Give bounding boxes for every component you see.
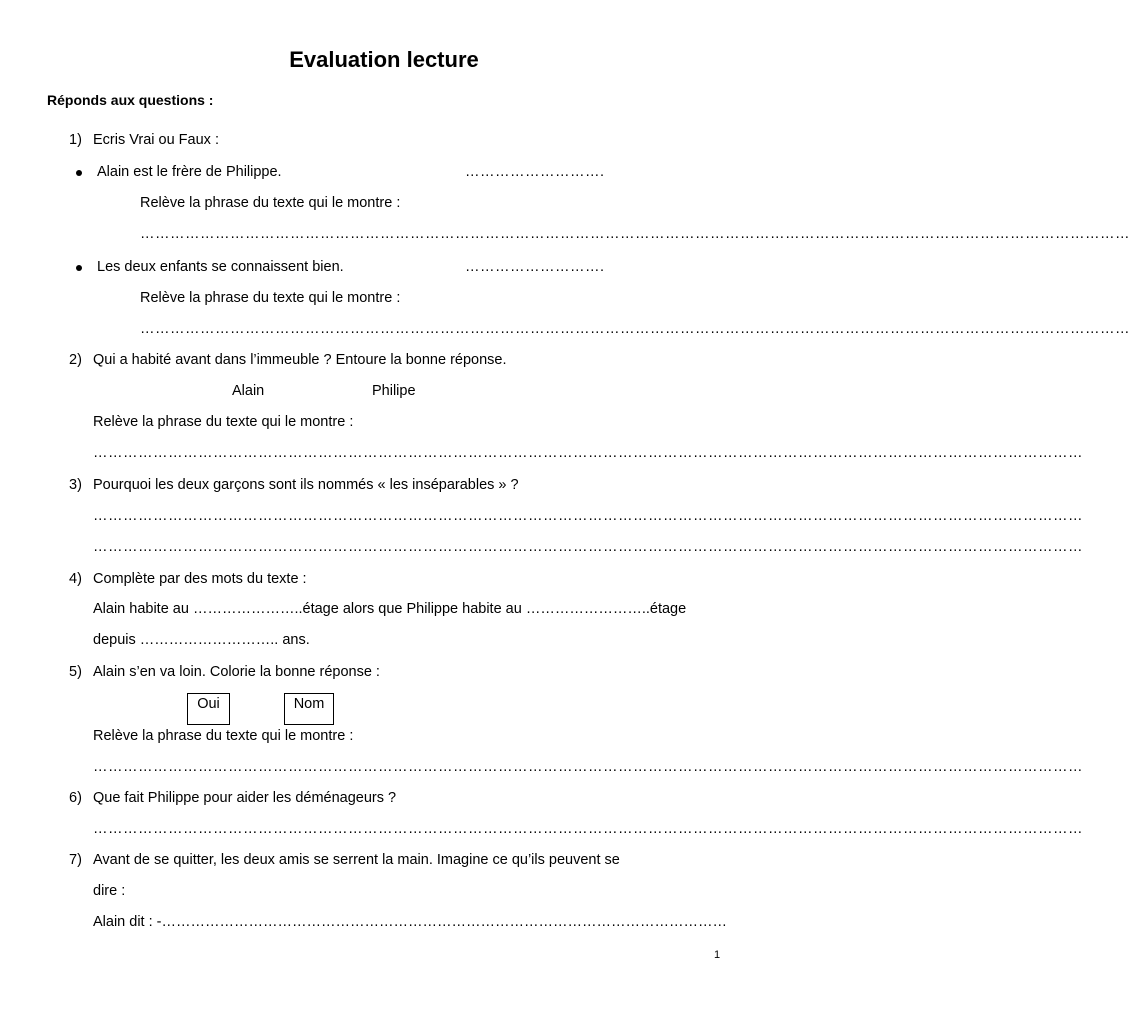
q7-alain-dit-blank[interactable]: Alain dit : -……………………………………………………………………………………………………… bbox=[93, 914, 727, 930]
q1-answer-1-blank[interactable]: ………………………. bbox=[465, 164, 605, 180]
q6-number: 6) bbox=[69, 790, 82, 806]
q5-choice-oui-box[interactable] bbox=[187, 693, 230, 725]
q2-text: Qui a habité avant dans l’immeuble ? Entoure la bonne réponse. bbox=[93, 352, 507, 368]
q5-number: 5) bbox=[69, 664, 82, 680]
q1-text: Ecris Vrai ou Faux : bbox=[93, 132, 219, 148]
q3-answer-blank-2[interactable]: ……………………………………………………………………………………………………………………………………………………………………………… bbox=[93, 539, 1083, 555]
q1-justify-1-blank[interactable]: ……………………………………………………………………………………………………………………………………………………………………………… bbox=[140, 226, 1130, 242]
q1-number: 1) bbox=[69, 132, 82, 148]
q4-fill-line-2[interactable]: depuis ……………………….. ans. bbox=[93, 632, 310, 648]
bullet-icon bbox=[76, 170, 82, 176]
q3-number: 3) bbox=[69, 477, 82, 493]
q3-text: Pourquoi les deux garçons sont ils nommés « les inséparables » ? bbox=[93, 477, 519, 493]
q2-number: 2) bbox=[69, 352, 82, 368]
q7-text-continued: dire : bbox=[93, 883, 126, 899]
q6-answer-blank[interactable]: ……………………………………………………………………………………………………………………………………………………………………………… bbox=[93, 821, 1083, 837]
q7-text: Avant de se quitter, les deux amis se serrent la main. Imagine ce qu’ils peuvent se bbox=[93, 852, 620, 868]
q5-choice-nom-label: Nom bbox=[293, 696, 325, 712]
q1-answer-2-blank[interactable]: ………………………. bbox=[465, 259, 605, 275]
q4-text: Complète par des mots du texte : bbox=[93, 571, 307, 587]
q3-answer-blank-1[interactable]: ……………………………………………………………………………………………………………………………………………………………………………… bbox=[93, 508, 1083, 524]
q2-justify-blank[interactable]: ……………………………………………………………………………………………………………………………………………………………………………… bbox=[93, 445, 1083, 461]
q1-statement-1: Alain est le frère de Philippe. bbox=[97, 164, 282, 180]
page-title: Evaluation lecture bbox=[289, 47, 479, 72]
q5-justify-blank[interactable]: ……………………………………………………………………………………………………………………………………………………………………………… bbox=[93, 759, 1083, 775]
q6-text: Que fait Philippe pour aider les déménageurs ? bbox=[93, 790, 397, 806]
q5-choice-oui-label: Oui bbox=[197, 696, 220, 712]
q5-justify: Relève la phrase du texte qui le montre : bbox=[93, 728, 354, 744]
instructions: Réponds aux questions : bbox=[47, 92, 214, 108]
q1-justify-1: Relève la phrase du texte qui le montre : bbox=[140, 195, 401, 211]
q2-choice-philipe[interactable]: Philipe bbox=[372, 383, 416, 399]
q7-number: 7) bbox=[69, 852, 82, 868]
q1-statement-2: Les deux enfants se connaissent bien. bbox=[97, 259, 344, 275]
q1-justify-2: Relève la phrase du texte qui le montre : bbox=[140, 290, 401, 306]
q4-number: 4) bbox=[69, 571, 82, 587]
q1-justify-2-blank[interactable]: ……………………………………………………………………………………………………………………………………………………………………………… bbox=[140, 321, 1130, 337]
q5-text: Alain s’en va loin. Colorie la bonne réponse : bbox=[93, 664, 380, 680]
q2-justify: Relève la phrase du texte qui le montre : bbox=[93, 414, 354, 430]
q5-choice-nom-box[interactable] bbox=[284, 693, 334, 725]
bullet-icon bbox=[76, 265, 82, 271]
q4-fill-line-1[interactable]: Alain habite au …………………..étage alors que Philippe habite au ……………………..étage bbox=[93, 601, 687, 617]
page-number: 1 bbox=[714, 949, 721, 961]
q2-choice-alain[interactable]: Alain bbox=[232, 383, 265, 399]
